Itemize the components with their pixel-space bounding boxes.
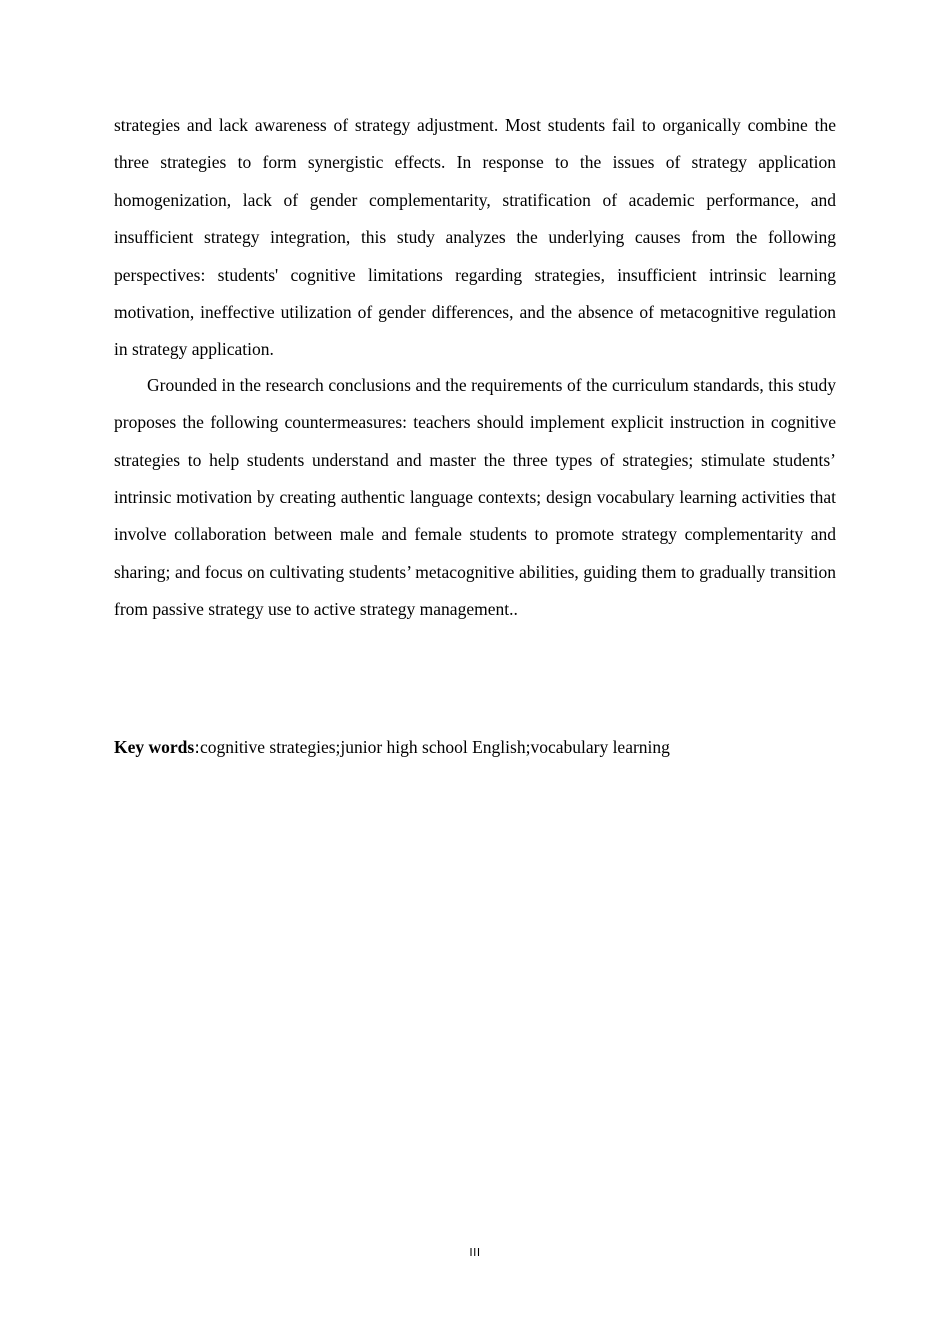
- keywords-label: Key words: [114, 737, 195, 757]
- abstract-paragraph-continued: strategies and lack awareness of strategy adjustment. Most students fail to organically combine the three strategies to form synergistic effects. In response to the issues of strategy application homogenization, lack of gender complementarity, stratification of academic performance, and insufficient strategy integration, this study analyzes the underlying causes from the following perspectives: students' cognitive limitations regarding strategies, insufficient intrinsic learning motivation, ineffective utilization of gender differences, and the absence of metacognitive regulation in strategy application.: [114, 115, 836, 360]
- keywords-separator: :: [194, 738, 200, 758]
- abstract-paragraph-countermeasures: Grounded in the research conclusions and the requirements of the curriculum standards, this study proposes the following countermeasures: teachers should implement explicit instruction in cognitive strategies to help students understand and master the three types of strategies; stimulate students’ intrinsic motivation by creating authentic language contexts; design vocabulary learning activities that involve collaboration between male and female students to promote strategy complementarity and sharing; and focus on cultivating students’ metacognitive abilities, guiding them to gradually transition from passive strategy use to active strategy management..: [114, 374, 836, 620]
- abstract-body: [114, 107, 836, 629]
- keywords-text: cognitive strategies;junior high school English;vocabulary learning: [199, 737, 670, 757]
- page-number: III: [469, 1246, 481, 1259]
- keywords-line: [114, 732, 836, 763]
